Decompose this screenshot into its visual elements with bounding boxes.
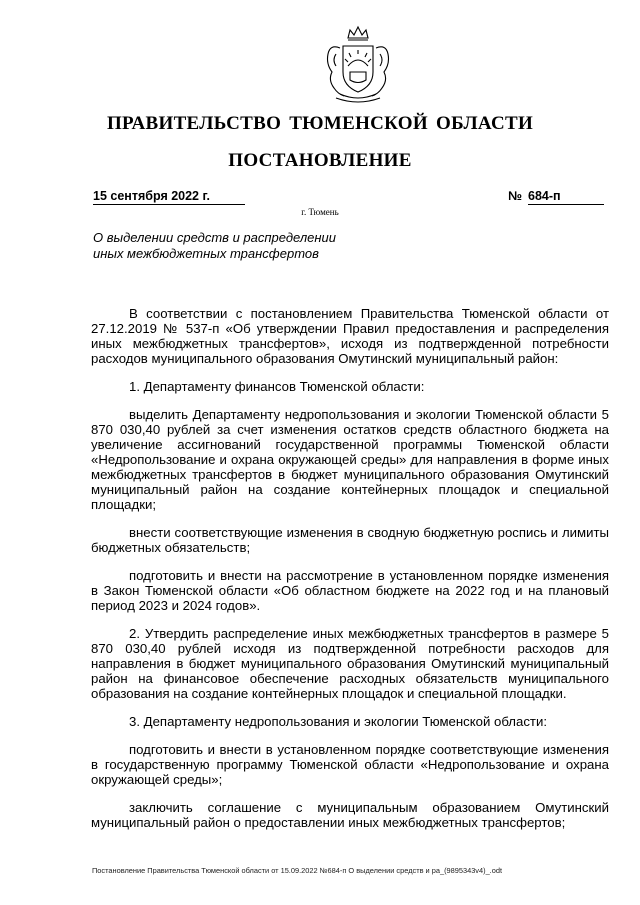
body-paragraph: выделить Департаменту недропользования и экологии Тюменской области 5 870 030,40 рублей за счет изменения остатков средств областного бюджета на увеличение ассигнований государственной программы Тюменской области «Недропользование и охрана окружающей среды» для направления в форме иных межбюджетных трансфертов в бюджет муниципального образования Омутинский муниципальный район на создание контейнерных площадок и специальной площадки; [91, 407, 609, 512]
subject-line: иных межбюджетных трансфертов [93, 246, 319, 261]
city-label: г. Тюмень [301, 207, 339, 217]
document-type-heading: ПОСТАНОВЛЕНИЕ [228, 150, 412, 171]
document-body [91, 306, 609, 836]
number-sign: № [508, 189, 522, 203]
body-paragraph: заключить соглашение с муниципальным образованием Омутинский муниципальный район о предоставлении иных межбюджетных трансфертов; [91, 800, 609, 830]
document-date: 15 сентября 2022 г. [93, 189, 245, 205]
body-paragraph: 3. Департаменту недропользования и экологии Тюменской области: [129, 714, 547, 729]
body-paragraph: 1. Департаменту финансов Тюменской области: [129, 379, 425, 394]
coat-of-arms-icon [312, 24, 404, 108]
body-paragraph: внести соответствующие изменения в сводную бюджетную роспись и лимиты бюджетных обязательств; [91, 525, 609, 555]
organization-title: ПРАВИТЕЛЬСТВО ТЮМЕНСКОЙ ОБЛАСТИ [106, 113, 534, 134]
body-paragraph: подготовить и внести в установленном порядке соответствующие изменения в государственную программу Тюменской области «Недропользование и охрана окружающей среды»; [91, 742, 609, 787]
document-subject [93, 230, 413, 262]
subject-line: О выделении средств и распределении [93, 230, 337, 245]
body-paragraph: подготовить и внести на рассмотрение в установленном порядке изменения в Закон Тюменской области «Об областном бюджете на 2022 год и на плановый период 2023 и 2024 годов». [91, 568, 609, 613]
body-paragraph: В соответствии с постановлением Правительства Тюменской области от 27.12.2019 № 537-п «Об утверждении Правил предоставления и распределения иных межбюджетных трансфертов», исходя из подтвержденной потребности расходов муниципального образования Омутинский муниципальный район: [91, 306, 609, 366]
body-paragraph: 2. Утвердить распределение иных межбюджетных трансфертов в размере 5 870 030,40 рублей исходя из подтвержденной потребности расходов для направления в бюджет муниципального образования Омутинский муниципальный район на финансовое обеспечение расходных обязательств муниципального образования на создание контейнерных площадок и специальной площадки. [91, 626, 609, 701]
document-number: 684-п [528, 189, 604, 205]
file-footer: Постановление Правительства Тюменской области от 15.09.2022 №684-п О выделении средств и ра_(9895343v4)_.odt [92, 866, 503, 875]
